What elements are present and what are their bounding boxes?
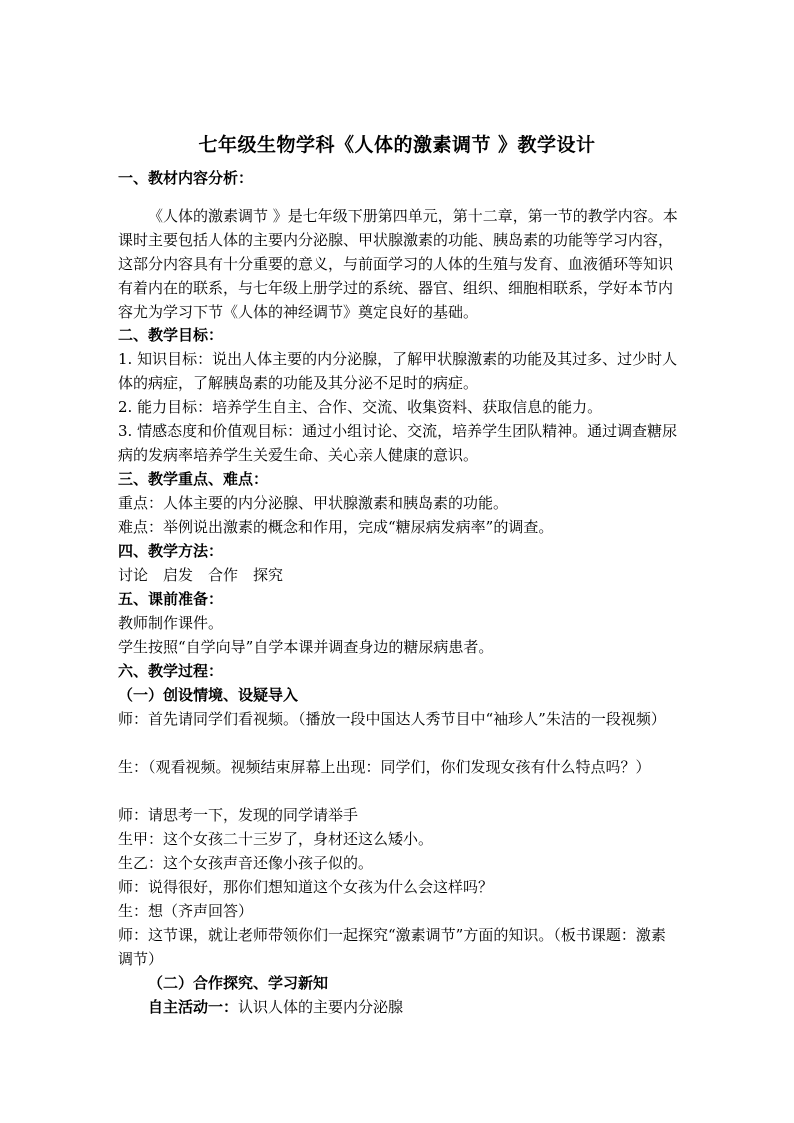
prep-student: 学生按照“自学向导”自学本课并调查身边的糖尿病患者。 [118,638,494,656]
section-heading-2: 二、教学目标： [118,326,224,344]
goal-emotion: 3. 情感态度和价值观目标：通过小组讨论、交流，培养学生团队精神。通过调查糖尿病的发病率培养学生关爱生命、关心亲人健康的意识。 [118,422,678,464]
dialogue-line: 师：说得很好，那你们想知道这个女孩为什么会这样吗？ [118,878,494,896]
teaching-methods: 讨论 启发 合作 探究 [118,566,284,584]
key-point: 重点：人体主要的内分泌腺、甲状腺激素和胰岛素的功能。 [118,494,509,512]
subsection-heading-2: （二）合作探究、学习新知 [148,974,329,992]
difficult-point: 难点：举例说出激素的概念和作用，完成“糖尿病发病率”的调查。 [118,518,554,536]
dialogue-line: 师：首先请同学们看视频。（播放一段中国达人秀节目中“袖珍人”朱洁的一段视频） [118,710,666,728]
dialogue-line: 生：（观看视频。视频结束屏幕上出现：同学们，你们发现女孩有什么特点吗？） [118,758,651,776]
dialogue-line: 生：想（齐声回答） [118,902,254,920]
activity-one [148,995,678,1019]
section-heading-3: 三、教学重点、难点： [118,470,269,488]
activity-one-label: 自主活动一： [148,998,239,1016]
section-1-paragraph: 《人体的激素调节 》是七年级下册第四单元，第十二章，第一节的教学内容。本课时主要包括人体的主要内分泌腺、甲状腺激素的功能、胰岛素的功能等学习内容，这部分内容具有十分重要的意义，与前面学习的人体的生殖与发育、血液循环等知识有着内在的联系，与七年级上册学过的系统、器官、组织、细胞相联系，学好本节内容尤为学习下节《人体的神经调节》奠定良好的基础。 [118,207,678,321]
dialogue-line: 师：请思考一下，发现的同学请举手 [118,806,359,824]
document-title: 七年级生物学科《人体的激素调节 》教学设计 [198,134,596,156]
prep-teacher: 教师制作课件。 [118,614,224,632]
goal-ability: 2. 能力目标：培养学生自主、合作、交流、收集资料、获取信息的能力。 [118,398,603,416]
section-heading-6: 六、教学过程： [118,662,224,680]
section-heading-1: 一、教材内容分析： [118,169,254,187]
dialogue-line: 生乙：这个女孩声音还像小孩子似的。 [118,854,374,872]
section-heading-5: 五、课前准备： [118,590,224,608]
dialogue-line: 师：这节课，就让老师带领你们一起探究“激素调节”方面的知识。（板书课题：激素调节） [118,926,666,968]
section-heading-4: 四、教学方法： [118,542,224,560]
subsection-heading-1: （一）创设情境、设疑导入 [118,686,299,704]
goal-knowledge: 1. 知识目标：说出人体主要的内分泌腺，了解甲状腺激素的功能及其过多、过少时人体的病症，了解胰岛素的功能及其分泌不足时的病症。 [118,350,678,392]
activity-one-text: 认识人体的主要内分泌腺 [238,998,404,1016]
dialogue-line: 生甲：这个女孩二十三岁了，身材还这么矮小。 [118,830,434,848]
